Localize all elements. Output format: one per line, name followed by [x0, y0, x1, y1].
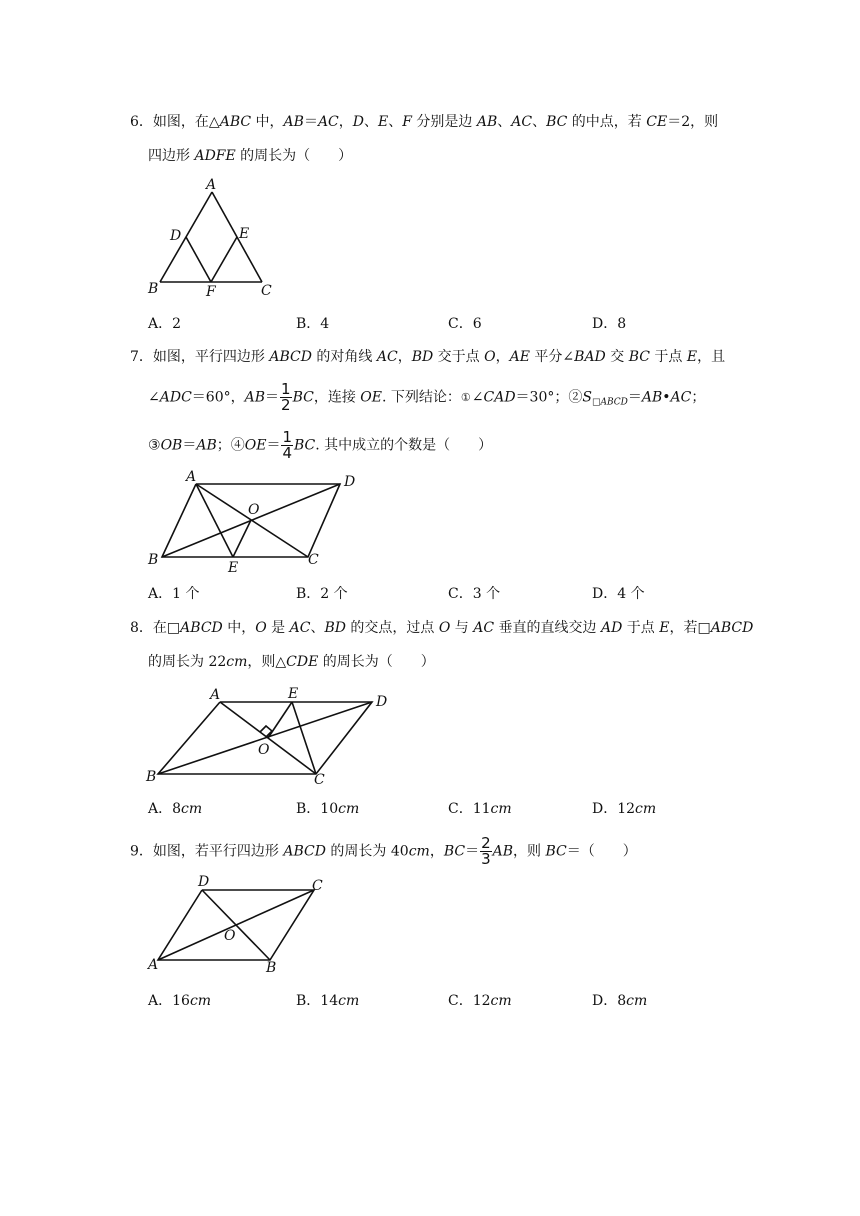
q8-option-a[interactable]: A．8cm [148, 801, 203, 817]
q6-label-a: A [206, 177, 217, 193]
q6-option-b[interactable]: B．4 [296, 316, 330, 332]
q7-option-c[interactable]: C．3 个 [448, 586, 501, 602]
q9-option-c[interactable]: C．12cm [448, 993, 512, 1009]
q7-option-b[interactable]: B．2 个 [296, 586, 348, 602]
q6-stem-line1: 6．如图，在△ABC 中，AB＝AC，D、E、F 分别是边 AB、AC、BC 的中点，若 CE＝2，则 [130, 114, 719, 130]
q8-label-c: C [314, 772, 325, 788]
q8-option-d[interactable]: D．12cm [592, 801, 657, 817]
q7-stem-line1: 7．如图，平行四边形 ABCD 的对角线 AC，BD 交于点 O，AE 平分∠BAD 交 BC 于点 E，且 [130, 349, 726, 365]
q6-option-c[interactable]: C．6 [448, 316, 482, 332]
q6-stem-line2: 四边形 ADFE 的周长为（ ） [148, 148, 353, 164]
q6-label-f: F [206, 284, 216, 300]
q9-label-b: B [266, 960, 277, 976]
q8-label-a: A [210, 687, 221, 703]
q9-stem-line1: 9．如图，若平行四边形 ABCD 的周长为 40cm，BC＝ $\frac{2}{3}$ AB，则 BC＝（ ） [130, 834, 637, 868]
q8-label-e: E [288, 686, 299, 702]
q7-label-a: A [186, 469, 197, 485]
q8-stem-line1: 8．在□ABCD 中，O 是 AC、BD 的交点，过点 O 与 AC 垂直的直线交边 AD 于点 E，若□ABCD [130, 620, 754, 636]
q7-label-b: B [148, 552, 159, 568]
q9-label-o: O [224, 928, 236, 944]
q7-label-e: E [228, 560, 239, 576]
q7-label-o: O [248, 502, 260, 518]
q9-option-a[interactable]: A．16cm [148, 993, 212, 1009]
q9-option-d[interactable]: D．8cm [592, 993, 648, 1009]
q8-stem-line2: 的周长为 22cm，则△CDE 的周长为（ ） [148, 654, 435, 670]
q8-parallelogram-figure [140, 682, 400, 792]
q6-label-b: B [148, 281, 159, 297]
q9-label-a: A [148, 957, 159, 973]
q6-label-d: D [170, 228, 182, 244]
q8-label-d: D [376, 694, 388, 710]
q9-fraction-two-thirds: $\frac{2}{3}$ [481, 834, 491, 868]
q9-option-b[interactable]: B．14cm [296, 993, 360, 1009]
q8-label-o: O [258, 742, 270, 758]
q9-label-d: D [198, 874, 210, 890]
q6-option-d[interactable]: D．8 [592, 316, 627, 332]
q8-option-c[interactable]: C．11cm [448, 801, 512, 817]
q7-fraction-quarter: $\frac{1}{4}$ [282, 428, 292, 462]
q7-stem-line2: ∠ADC＝60°，AB＝ $\frac{1}{2}$ BC，连接 OE. 下列结论：①∠CAD＝30°；$②S_{□ABCD}=AB•AC$； [148, 380, 706, 414]
q7-fraction-half: $\frac{1}{2}$ [281, 380, 291, 414]
q7-parallelogram-figure [140, 464, 370, 579]
q8-option-b[interactable]: B．10cm [296, 801, 360, 817]
q7-label-d: D [344, 474, 356, 490]
q9-parallelogram-figure [140, 868, 350, 980]
q6-label-e: E [239, 226, 250, 242]
q7-label-c: C [308, 552, 319, 568]
q6-label-c: C [261, 283, 272, 299]
q7-stem-line3: ③OB＝AB；④OE＝ $\frac{1}{4}$ BC. 其中成立的个数是（ ） [148, 428, 493, 462]
q6-option-a[interactable]: A．2 [148, 316, 182, 332]
q6-triangle-figure [140, 172, 290, 302]
q7-option-d[interactable]: D．4 个 [592, 586, 645, 602]
q8-label-b: B [146, 769, 157, 785]
q7-option-a[interactable]: A．1 个 [148, 586, 200, 602]
q9-label-c: C [312, 878, 323, 894]
